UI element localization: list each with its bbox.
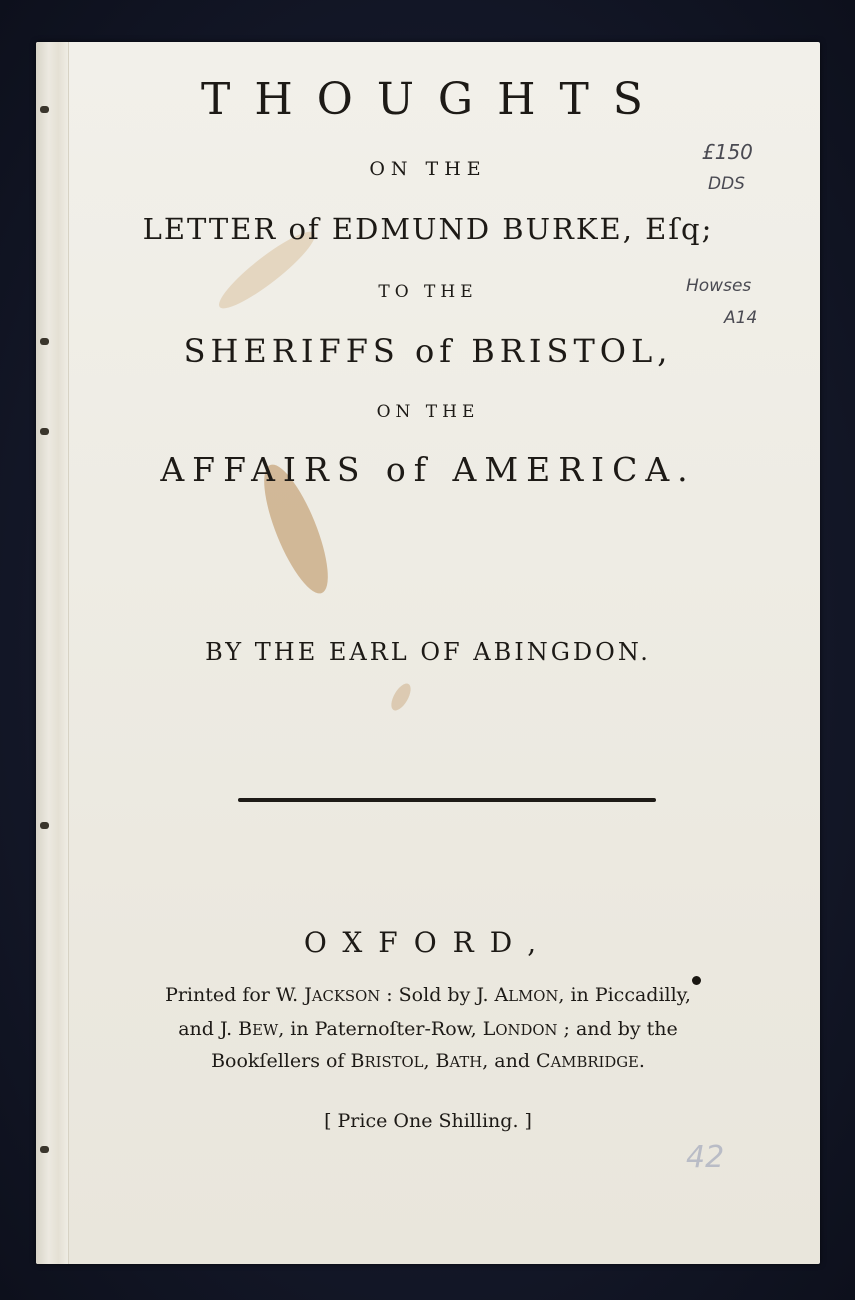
horizontal-rule — [238, 798, 656, 802]
to-the-line: TO THE — [378, 282, 478, 302]
imprint-text: and J. B — [178, 1018, 253, 1040]
pencil-note-dds: DDS — [708, 174, 745, 194]
imprint-text: , B — [423, 1050, 450, 1072]
binding-stitch — [40, 822, 49, 829]
imprint-text: , in Paternoſter-Row, L — [278, 1018, 496, 1040]
sheriffs-of-bristol: SHERIFFS of BRISTOL, — [183, 332, 673, 370]
imprint-text: : Sold by J. A — [380, 984, 509, 1006]
imprint-text: ; and by the — [557, 1018, 678, 1040]
letter-of-edmund-burke: LETTER of EDMUND BURKE, Eſq; — [142, 212, 714, 246]
affairs-of-america: AFFAIRS of AMERICA. — [160, 450, 696, 489]
imprint-line-1 — [36, 984, 820, 1006]
on-the-line-2: ON THE — [376, 402, 480, 422]
water-stain — [387, 681, 414, 714]
imprint-text: EW — [252, 1022, 279, 1039]
imprint-line-2 — [36, 1018, 820, 1040]
imprint-text: Bookſellers of B — [211, 1050, 365, 1072]
author-line: BY THE EARL OF ABINGDON. — [205, 638, 651, 666]
pencil-note-42: 42 — [686, 1140, 725, 1175]
imprint-text: Printed for W. J — [165, 984, 312, 1006]
price-line: [ Price One Shilling. ] — [324, 1110, 532, 1132]
imprint-text: ONDON — [495, 1022, 558, 1039]
city-oxford: OXFORD, — [303, 926, 553, 959]
imprint-text: , and C — [482, 1050, 551, 1072]
binding-stitch — [40, 428, 49, 435]
imprint-text: , in Piccadilly, — [558, 984, 691, 1006]
imprint-text: ACKSON — [311, 988, 381, 1005]
imprint-text: . — [638, 1050, 645, 1072]
title-page — [36, 42, 820, 1264]
imprint-line-3 — [36, 1050, 820, 1072]
imprint-text: AMBRIDGE — [550, 1054, 639, 1071]
pencil-note-price: £150 — [702, 140, 753, 164]
imprint-text: ATH — [449, 1054, 483, 1071]
binding-stitch — [40, 1146, 49, 1153]
imprint-text: RISTOL — [364, 1054, 424, 1071]
pencil-note-a14: A14 — [724, 308, 758, 328]
imprint-text: LMON — [508, 988, 559, 1005]
pencil-note-howses: Howses — [686, 276, 752, 296]
on-the-line-1: ON THE — [369, 158, 487, 180]
title-thoughts: THOUGHTS — [201, 74, 667, 125]
